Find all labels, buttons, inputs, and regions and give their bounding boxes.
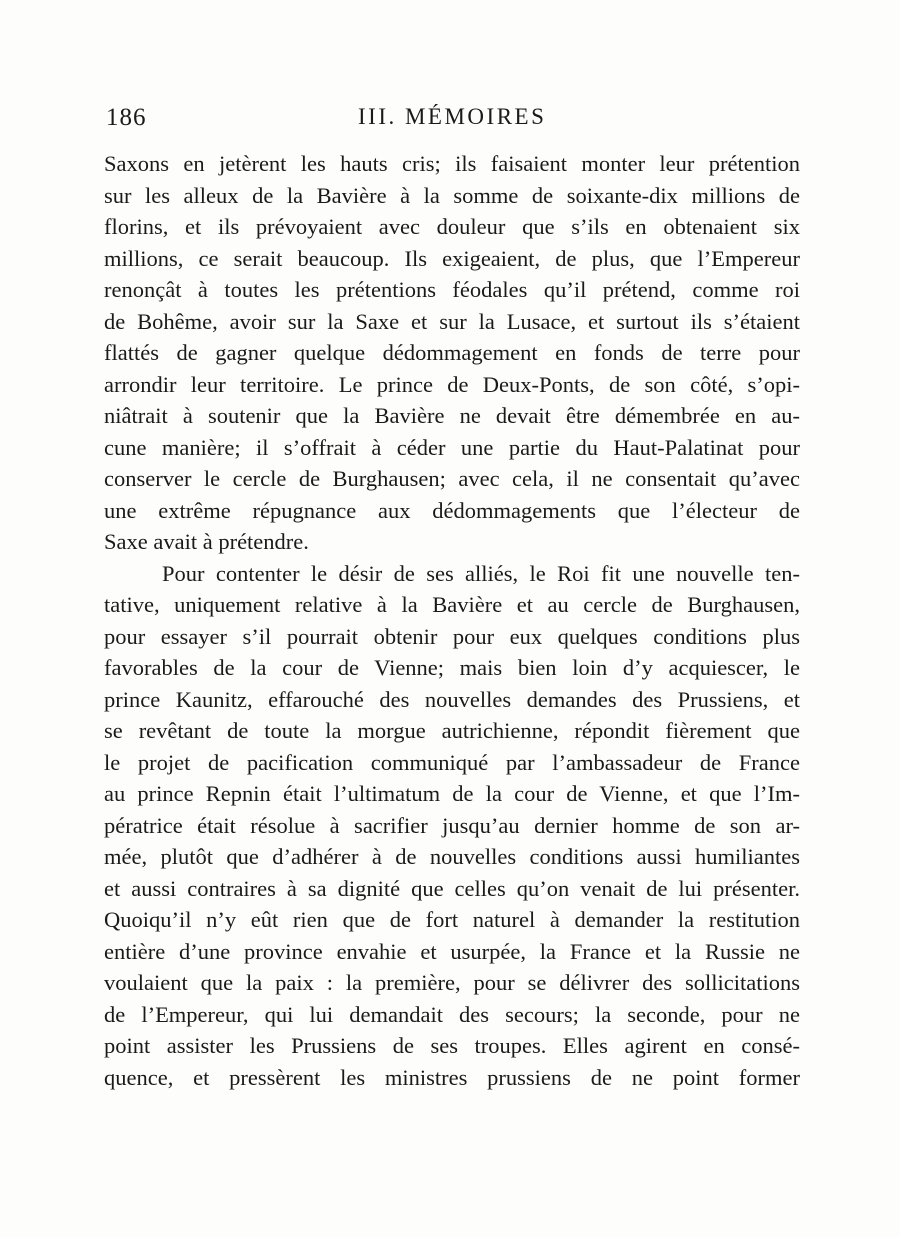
text-line: conserver le cercle de Burghausen; avec cela, il ne consentait qu’avec [104, 466, 800, 491]
section-title: III. MÉMOIRES [358, 104, 547, 129]
text-line: voulaient que la paix : la première, pour se délivrer des sollicitations [104, 970, 800, 995]
text-line: au prince Repnin était l’ultimatum de la cour de Vienne, et que l’Im- [104, 781, 800, 806]
text-line: florins, et ils prévoyaient avec douleur que s’ils en obtenaient six [104, 214, 800, 239]
text-line: niâtrait à soutenir que la Bavière ne devait être démembrée en au- [104, 403, 800, 428]
paragraph-1 [104, 148, 800, 558]
text-line: tative, uniquement relative à la Bavière et au cercle de Burghausen, [104, 592, 800, 617]
text-line: de Bohême, avoir sur la Saxe et sur la Lusace, et surtout ils s’étaient [104, 308, 800, 334]
text-line: le projet de pacification communiqué par l’ambassadeur de France [104, 749, 800, 775]
text-line: arrondir leur territoire. Le prince de Deux-Ponts, de son côté, s’opi- [104, 371, 800, 397]
text-line: se revêtant de toute la morgue autrichienne, répondit fièrement que [104, 718, 800, 743]
text-line: Pour contenter le désir de ses alliés, le Roi fit une nouvelle ten- [162, 560, 800, 586]
text-line: favorables de la cour de Vienne; mais bien loin d’y acquiescer, le [104, 655, 800, 680]
text-line: quence, et pressèrent les ministres prussiens de ne point former [104, 1064, 800, 1090]
paragraph-2 [104, 558, 800, 1094]
text-line: Quoiqu’il n’y eût rien que de fort naturel à demander la restitution [104, 907, 800, 932]
text-line: pératrice était résolue à sacrifier jusqu’au dernier homme de son ar- [104, 812, 800, 838]
text-line: une extrême répugnance aux dédommagements que l’électeur de [104, 497, 800, 523]
text-line: millions, ce serait beaucoup. Ils exigeaient, de plus, que l’Empereur [104, 245, 800, 271]
text-line: et aussi contraires à sa dignité que celles qu’on venait de lui présenter. [104, 875, 800, 901]
running-head [106, 104, 798, 138]
text-line: Saxe avait à prétendre. [104, 529, 309, 554]
text-line: de l’Empereur, qui lui demandait des secours; la seconde, pour ne [104, 1001, 800, 1027]
text-line: entière d’une province envahie et usurpée, la France et la Russie ne [104, 938, 800, 964]
text-line: mée, plutôt que d’adhérer à de nouvelles conditions aussi humiliantes [104, 844, 800, 869]
body-text [104, 148, 800, 1093]
text-line: Saxons en jetèrent les hauts cris; ils faisaient monter leur prétention [104, 151, 800, 176]
page-number: 186 [106, 104, 147, 131]
text-line: point assister les Prussiens de ses troupes. Elles agirent en consé- [104, 1033, 800, 1058]
text-line: pour essayer s’il pourrait obtenir pour eux quelques conditions plus [104, 623, 800, 649]
text-line: prince Kaunitz, effarouché des nouvelles demandes des Prussiens, et [104, 686, 800, 712]
text-line: renonçât à toutes les prétentions féodales qu’il prétend, comme roi [104, 277, 800, 302]
text-line: sur les alleux de la Bavière à la somme de soixante-dix millions de [104, 182, 800, 208]
text-line: flattés de gagner quelque dédommagement en fonds de terre pour [104, 340, 800, 365]
text-line: cune manière; il s’offrait à céder une partie du Haut-Palatinat pour [104, 434, 800, 460]
